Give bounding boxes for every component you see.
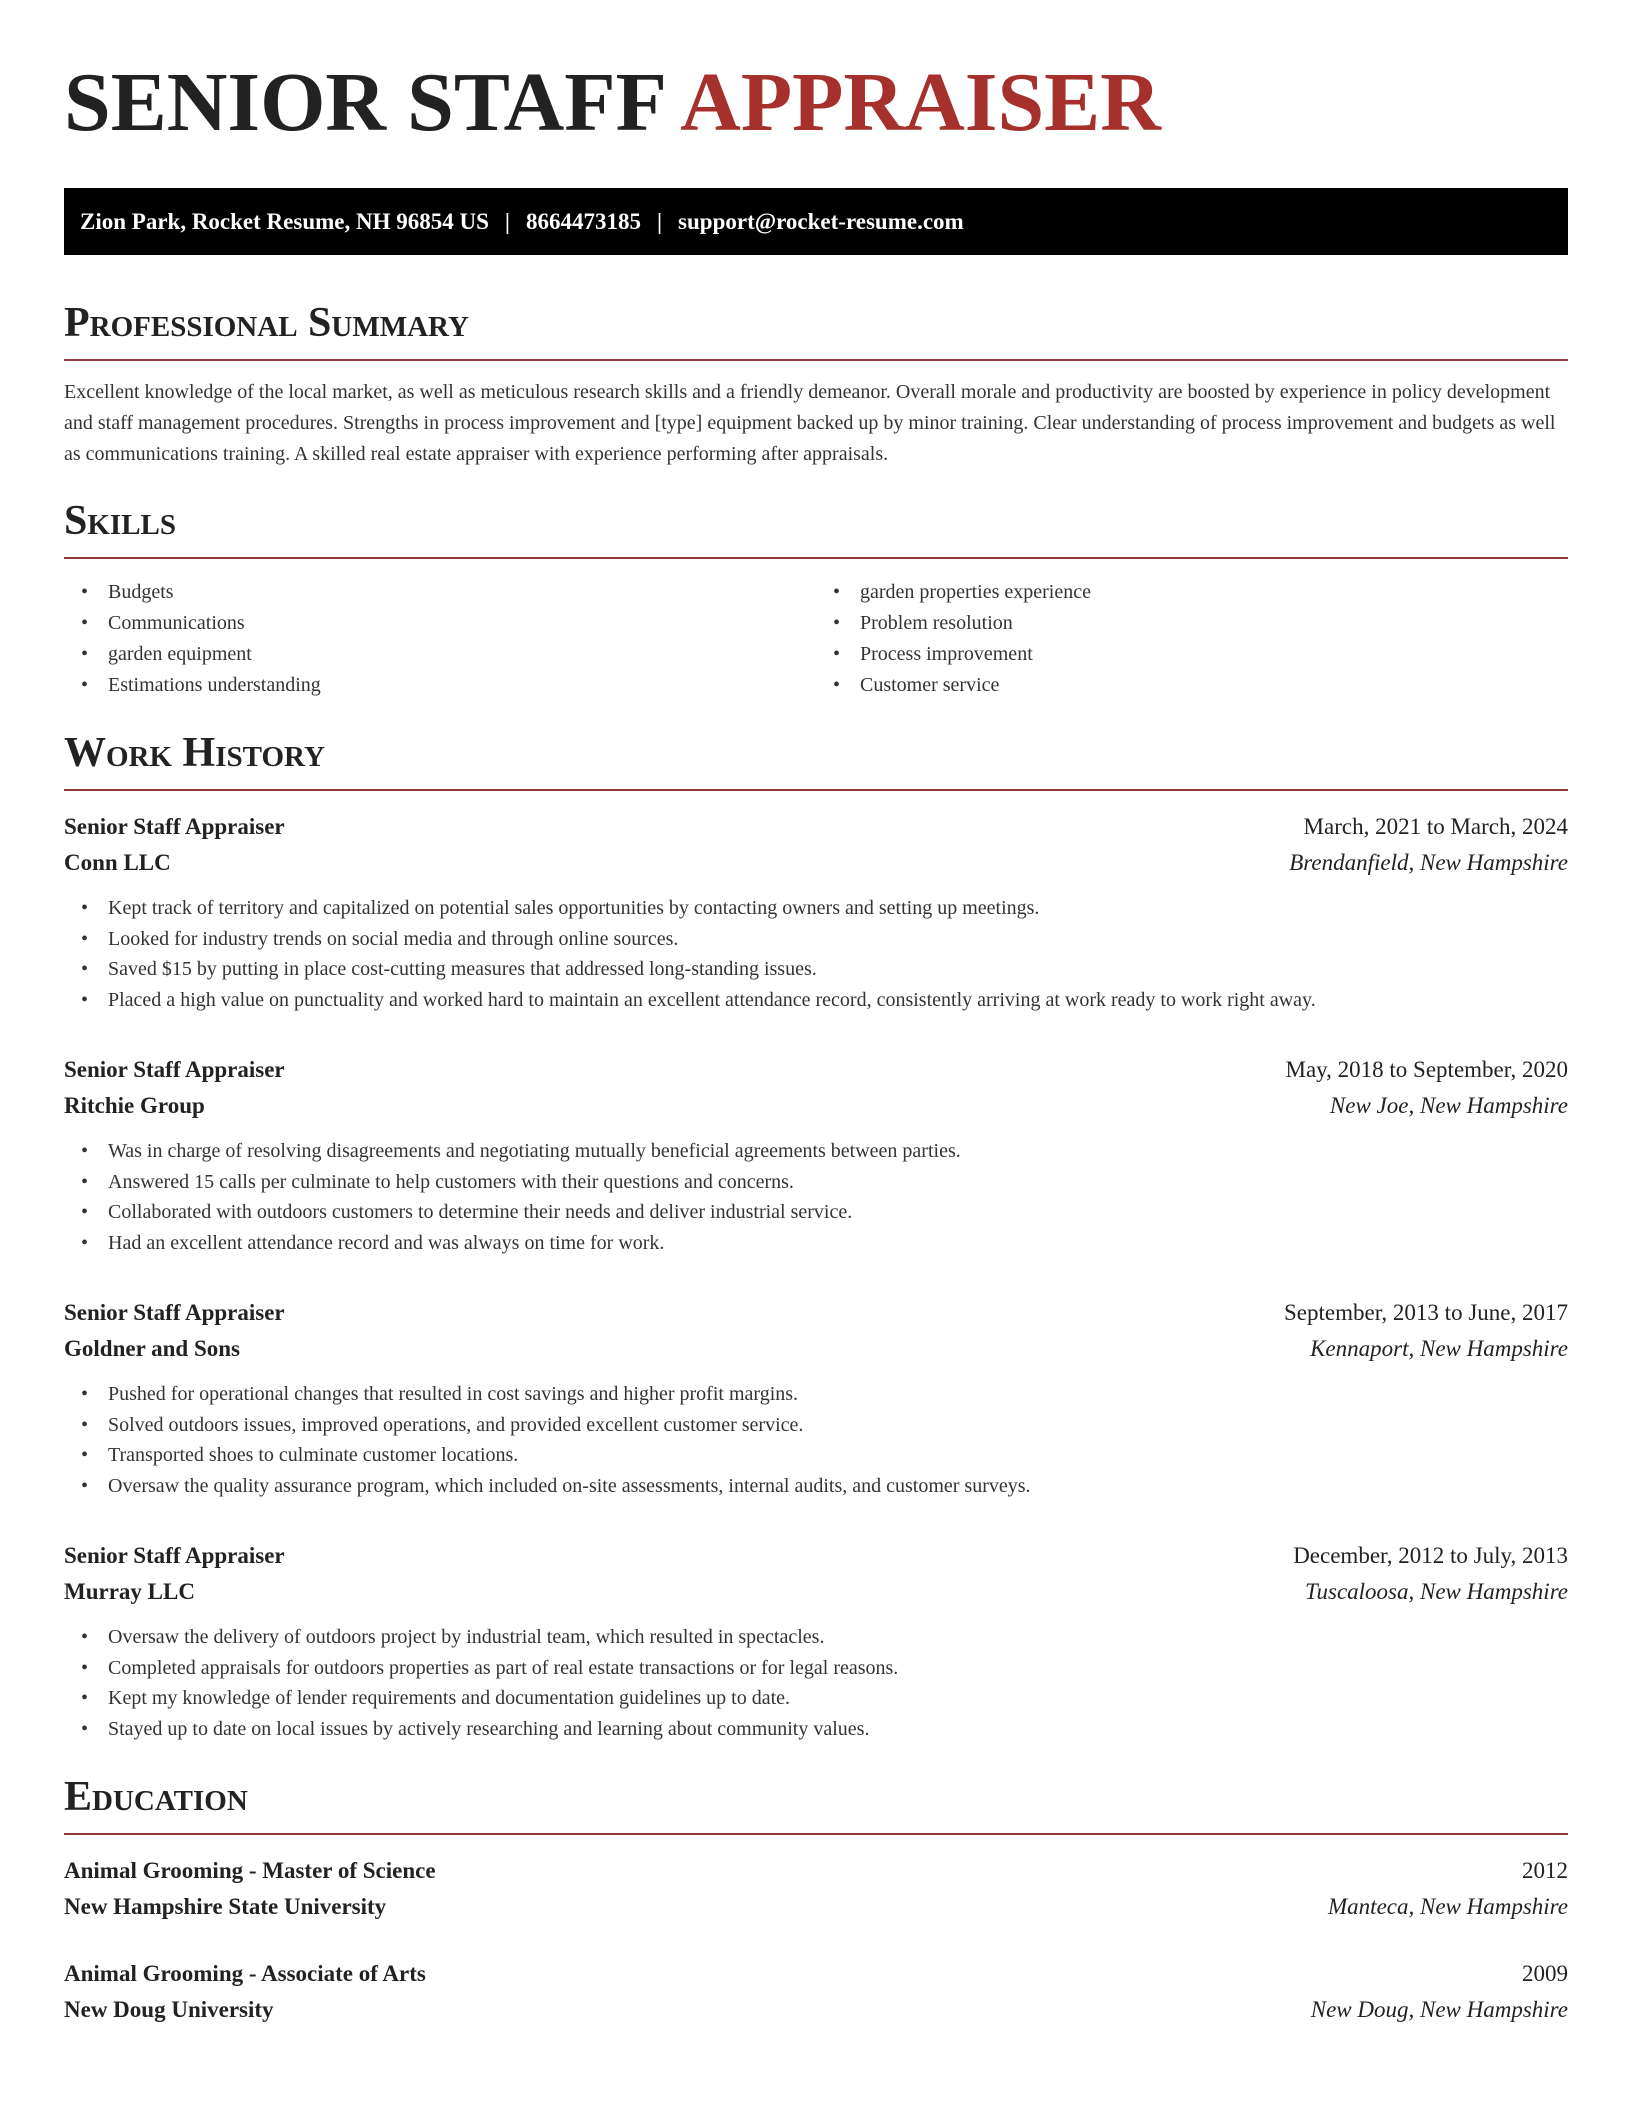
job-bullet: • Answered 15 calls per culminate to help customers with their questions and concerns. (64, 1167, 1568, 1198)
job-entry (64, 1052, 1568, 1258)
job-bullet: • Placed a high value on punctuality and worked hard to maintain an excellent attendance record, consistently arriving at work ready to work right away. (64, 985, 1568, 1016)
education-location: Manteca, New Hampshire (1328, 1894, 1568, 1919)
education-year: 2009 (1522, 1961, 1568, 1986)
education-year: 2012 (1522, 1858, 1568, 1883)
skill-item: • Communications (64, 608, 816, 639)
job-bullets (64, 1622, 1568, 1744)
skill-item: • garden properties experience (816, 577, 1568, 608)
education-school: New Hampshire State University (64, 1894, 387, 1919)
section-divider (64, 789, 1568, 791)
job-bullet: • Kept track of territory and capitalized on potential sales opportunities by contacting owners and setting up meetings. (64, 893, 1568, 924)
job-bullet: • Collaborated with outdoors customers to determine their needs and deliver industrial service. (64, 1197, 1568, 1228)
skill-item: • Budgets (64, 577, 816, 608)
education-entry (64, 1853, 1568, 1925)
job-location: Kennaport, New Hampshire (1310, 1336, 1568, 1361)
job-location: Tuscaloosa, New Hampshire (1304, 1579, 1568, 1604)
name-last: APPRAISER (680, 56, 1161, 149)
job-bullet: • Saved $15 by putting in place cost-cutting measures that addressed long-standing issues. (64, 954, 1568, 985)
education-degree: Animal Grooming - Master of Science (64, 1858, 436, 1883)
job-company: Murray LLC (64, 1579, 195, 1604)
job-dates: December, 2012 to July, 2013 (1293, 1543, 1568, 1568)
education-location: New Doug, New Hampshire (1310, 1997, 1568, 2022)
summary-section (64, 298, 1568, 470)
contact-separator: | (656, 208, 663, 234)
education-degree: Animal Grooming - Associate of Arts (64, 1961, 426, 1986)
job-bullet: • Stayed up to date on local issues by actively researching and learning about community values. (64, 1714, 1568, 1745)
skills-column-right (816, 577, 1568, 701)
job-bullet: • Solved outdoors issues, improved operations, and provided excellent customer service. (64, 1410, 1568, 1441)
section-divider (64, 359, 1568, 361)
job-bullet: • Pushed for operational changes that resulted in cost savings and higher profit margins. (64, 1379, 1568, 1410)
contact-address: Zion Park, Rocket Resume, NH 96854 US (80, 208, 489, 234)
job-dates: September, 2013 to June, 2017 (1284, 1300, 1568, 1325)
job-bullet: • Was in charge of resolving disagreements and negotiating mutually beneficial agreements between parties. (64, 1136, 1568, 1167)
skills-column-left (64, 577, 816, 701)
resume-name (64, 55, 1568, 151)
section-divider (64, 557, 1568, 559)
job-role: Senior Staff Appraiser (64, 1543, 285, 1568)
contact-bar (64, 188, 1568, 255)
skills-section (64, 496, 1568, 701)
job-entry (64, 809, 1568, 1015)
job-dates: May, 2018 to September, 2020 (1285, 1057, 1568, 1082)
section-title-skills: Skills (64, 498, 177, 544)
contact-email: support@rocket-resume.com (678, 208, 964, 234)
job-bullets (64, 1379, 1568, 1501)
section-title-work: Work History (64, 730, 325, 776)
skill-item: • Estimations understanding (64, 670, 816, 701)
job-company: Goldner and Sons (64, 1336, 240, 1361)
job-entry (64, 1295, 1568, 1501)
skill-item: • garden equipment (64, 639, 816, 670)
education-section (64, 1772, 1568, 2028)
job-bullet: • Had an excellent attendance record and was always on time for work. (64, 1228, 1568, 1259)
name-first: SENIOR STAFF (64, 56, 664, 149)
section-title-education: Education (64, 1774, 248, 1820)
job-bullet: • Oversaw the quality assurance program, which included on-site assessments, internal audits, and customer surveys. (64, 1471, 1568, 1502)
contact-phone: 8664473185 (525, 208, 641, 234)
job-location: New Joe, New Hampshire (1329, 1093, 1568, 1118)
job-bullet: • Completed appraisals for outdoors properties as part of real estate transactions or for legal reasons. (64, 1653, 1568, 1684)
summary-text: Excellent knowledge of the local market, as well as meticulous research skills and a friendly demeanor. Overall morale and productivity are boosted by experience in policy development and staff management procedures. Strengths in process improvement and [type] equipment backed up by minor training. Clear understanding of process improvement and budgets as well as communications training. A skilled real estate appraiser with experience performing after appraisals. (64, 381, 1556, 465)
job-bullet: • Kept my knowledge of lender requirements and documentation guidelines up to date. (64, 1683, 1568, 1714)
education-school: New Doug University (64, 1997, 274, 2022)
job-bullets (64, 1136, 1568, 1258)
skill-item: • Process improvement (816, 639, 1568, 670)
job-location: Brendanfield, New Hampshire (1289, 850, 1568, 875)
job-bullets (64, 893, 1568, 1015)
section-title-summary: Professional Summary (64, 300, 469, 346)
job-dates: March, 2021 to March, 2024 (1303, 814, 1568, 839)
job-company: Conn LLC (64, 850, 171, 875)
work-section (64, 728, 1568, 1744)
skill-item: • Customer service (816, 670, 1568, 701)
job-company: Ritchie Group (64, 1093, 205, 1118)
job-role: Senior Staff Appraiser (64, 814, 285, 839)
job-role: Senior Staff Appraiser (64, 1300, 285, 1325)
job-bullet: • Looked for industry trends on social media and through online sources. (64, 924, 1568, 955)
section-divider (64, 1833, 1568, 1835)
job-role: Senior Staff Appraiser (64, 1057, 285, 1082)
skill-item: • Problem resolution (816, 608, 1568, 639)
job-bullet: • Oversaw the delivery of outdoors project by industrial team, which resulted in spectacles. (64, 1622, 1568, 1653)
skills-list (64, 577, 1568, 701)
job-entry (64, 1538, 1568, 1744)
education-entry (64, 1956, 1568, 2028)
job-bullet: • Transported shoes to culminate customer locations. (64, 1440, 1568, 1471)
contact-separator: | (504, 208, 510, 234)
